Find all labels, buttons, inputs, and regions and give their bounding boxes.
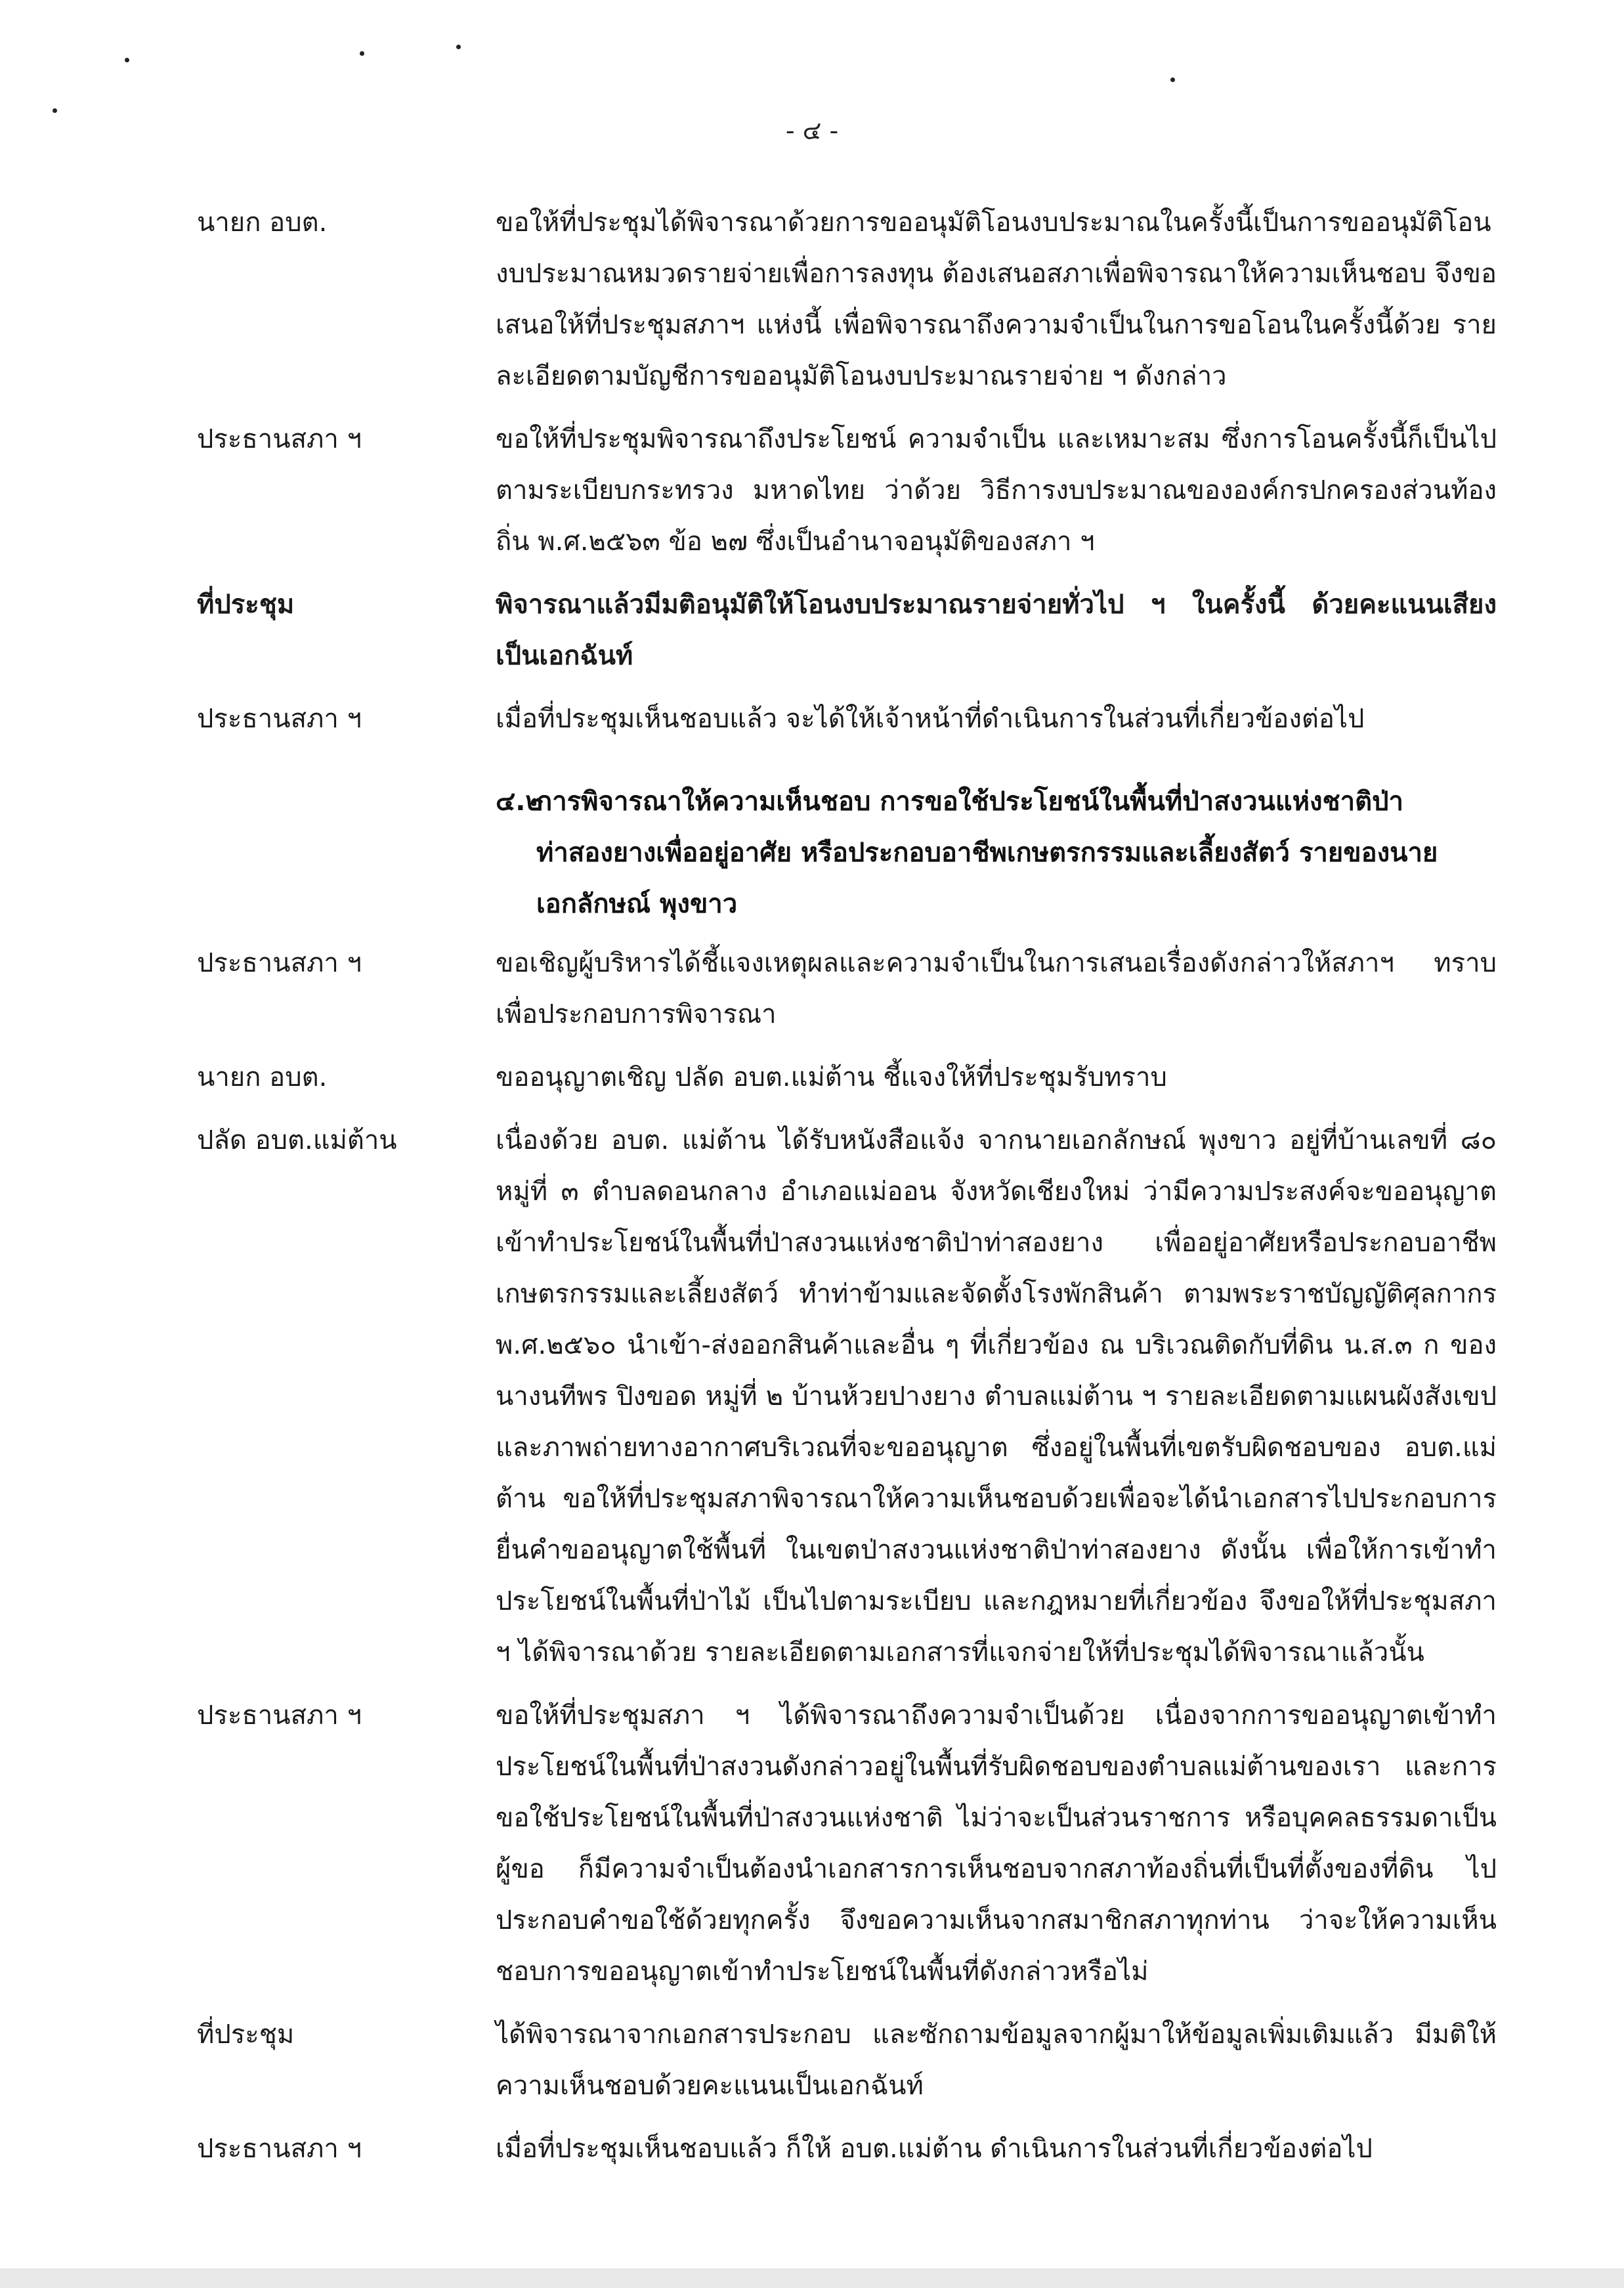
scan-speck <box>360 51 364 56</box>
minutes-entry <box>197 414 1497 567</box>
scan-edge-band <box>0 2268 1624 2288</box>
minutes-entry <box>197 2123 1497 2174</box>
page-number: - ๔ - <box>785 116 839 145</box>
agenda-number: ๔.๒ <box>496 787 543 817</box>
resolution-text: พิจารณาแล้วมีมติอนุมัติให้โอนงบประมาณรายจ่ายทั่วไป ฯ ในครั้งนี้ ด้วยคะแนนเสียง เป็นเอกฉันท์ <box>496 590 1497 671</box>
minutes-entry <box>197 693 1497 745</box>
speech-text: ขออนุญาตเชิญ ปลัด อบต.แม่ต้าน ชี้แจงให้ที่ประชุมรับทราบ <box>496 1062 1167 1092</box>
speaker-label: ที่ประชุม <box>197 590 295 620</box>
speaker-label: นายก อบต. <box>197 207 328 238</box>
speech-text: ขอให้ที่ประชุมได้พิจารณาด้วยการขออนุมัติโอนงบประมาณในครั้งนี้เป็นการขออนุมัติโอนงบประมาณหมวดรายจ่ายเพื่อการลงทุน ต้องเสนอสภาเพื่อพิจารณาให้ความเห็นชอบ จึงขอเสนอให้ที่ประชุมสภาฯ แห่งนี้ เพื่อพิจารณาถึงความจำเป็นในการขอโอนในครั้งนี้ด้วย รายละเอียดตามบัญชีการขออนุมัติโอนงบประมาณรายจ่าย ฯ ดังกล่าว <box>496 207 1497 391</box>
speaker-label: ประธานสภา ฯ <box>197 2134 362 2164</box>
speech-text: เนื่องด้วย อบต. แม่ต้าน ได้รับหนังสือแจ้ง จากนายเอกลักษณ์ พุงขาว อยู่ที่บ้านเลขที่ ๘๐ หมู่ที่ ๓ ตำบลดอนกลาง อำเภอแม่ออน จังหวัดเชียงใหม่ ว่ามีความประสงค์จะขออนุญาตเข้าทำประโยชน์ในพื้นที่ป่าสงวนแห่งชาติป่าท่าสองยาง เพื่ออยู่อาศัยหรือประกอบอาชีพเกษตรกรรมและเลี้ยงสัตว์ ทำท่าข้ามและจัดตั้งโรงพักสินค้า ตามพระราชบัญญัติศุลกากร พ.ศ.๒๕๖๐ นำเข้า-ส่งออกสินค้าและอื่น ๆ ที่เกี่ยวข้อง ณ บริเวณติดกับที่ดิน น.ส.๓ ก ของนางนทีพร ปิงขอด หมู่ที่ ๒ บ้านห้วยปางยาง ตำบลแม่ต้าน ฯ รายละเอียดตามแผนผังสังเขป และภาพถ่ายทางอากาศบริเวณที่จะขออนุญาต ซึ่งอยู่ในพื้นที่เขตรับผิดชอบของ อบต.แม่ต้าน ขอให้ที่ประชุมสภาพิจารณาให้ความเห็นชอบด้วยเพื่อจะได้นำเอกสารไปประกอบการยื่นคำขออนุญาตใช้พื้นที่ ในเขตป่าสงวนแห่งชาติป่าท่าสองยาง ดังนั้น เพื่อให้การเข้าทำประโยชน์ในพื้นที่ป่าไม้ เป็นไปตามระเบียบ และกฎหมายที่เกี่ยวข้อง จึงขอให้ที่ประชุมสภา ฯ ได้พิจารณาด้วย รายละเอียดตามเอกสารที่แจกจ่ายให้ที่ประชุมได้พิจารณาแล้วนั้น <box>496 1125 1497 1668</box>
speaker-label: ที่ประชุม <box>197 2019 295 2050</box>
scan-speck <box>1170 77 1175 82</box>
speech-text: ขอให้ที่ประชุมพิจารณาถึงประโยชน์ ความจำเป็น และเหมาะสม ซึ่งการโอนครั้งนี้ก็เป็นไปตามระเบียบกระทรวง มหาดไทย ว่าด้วย วิธีการงบประมาณขององค์กรปกครองส่วนท้องถิ่น พ.ศ.๒๕๖๓ ข้อ ๒๗ ซึ่งเป็นอำนาจอนุมัติของสภา ฯ <box>496 424 1497 557</box>
minutes-entry <box>197 1052 1497 1103</box>
minutes-entry <box>197 938 1497 1040</box>
scan-speck <box>456 45 461 49</box>
scan-speck <box>125 58 129 62</box>
minutes-entry <box>197 197 1497 402</box>
speech-text: ขอให้ที่ประชุมสภา ฯ ได้พิจารณาถึงความจำเป็นด้วย เนื่องจากการขออนุญาตเข้าทำประโยชน์ในพื้นที่ป่าสงวนดังกล่าวอยู่ในพื้นที่รับผิดชอบของตำบลแม่ต้านของเรา และการขอใช้ประโยชน์ในพื้นที่ป่าสงวนแห่งชาติ ไม่ว่าจะเป็นส่วนราชการ หรือบุคคลธรรมดาเป็นผู้ขอ ก็มีความจำเป็นต้องนำเอกสารการเห็นชอบจากสภาท้องถิ่นที่เป็นที่ตั้งของที่ดิน ไปประกอบคำขอใช้ด้วยทุกครั้ง จึงขอความเห็นจากสมาชิกสภาทุกท่าน ว่าจะให้ความเห็นชอบการขออนุญาตเข้าทำประโยชน์ในพื้นที่ดังกล่าวหรือไม่ <box>496 1700 1497 1987</box>
speech-text: ขอเชิญผู้บริหารได้ชี้แจงเหตุผลและความจำเป็นในการเสนอเรื่องดังกล่าวให้สภาฯ ทราบเพื่อประกอบการพิจารณา <box>496 948 1497 1029</box>
agenda-heading <box>496 776 1497 930</box>
speaker-label: ปลัด อบต.แม่ต้าน <box>197 1125 397 1155</box>
minutes-entry <box>197 1690 1497 1997</box>
resolution-text: ได้พิจารณาจากเอกสารประกอบ และซักถามข้อมูลจากผู้มาให้ข้อมูลเพิ่มเติมแล้ว มีมติให้ความเห็นชอบด้วยคะแนนเป็นเอกฉันท์ <box>496 2019 1497 2101</box>
minutes-entry <box>197 2009 1497 2111</box>
speaker-label: ประธานสภา ฯ <box>197 1700 362 1731</box>
speaker-label: ประธานสภา ฯ <box>197 948 362 978</box>
speaker-label: นายก อบต. <box>197 1062 328 1092</box>
minutes-content <box>197 197 1497 2186</box>
speech-text: เมื่อที่ประชุมเห็นชอบแล้ว จะได้ให้เจ้าหน้าที่ดำเนินการในส่วนที่เกี่ยวข้องต่อไป <box>496 704 1365 734</box>
speech-text: เมื่อที่ประชุมเห็นชอบแล้ว ก็ให้ อบต.แม่ต้าน ดำเนินการในส่วนที่เกี่ยวข้องต่อไป <box>496 2134 1373 2164</box>
agenda-title: การพิจารณาให้ความเห็นชอบ การขอใช้ประโยชน์ในพื้นที่ป่าสงวนแห่งชาติป่าท่าสองยางเพื่ออยู่อาศัย หรือประกอบอาชีพเกษตรกรรมและเลี้ยงสัตว์ รายของนายเอกลักษณ์ พุงขาว <box>536 787 1438 919</box>
speaker-label: ประธานสภา ฯ <box>197 704 362 734</box>
minutes-entry-resolution <box>197 579 1497 681</box>
minutes-entry <box>197 1115 1497 1678</box>
speaker-label: ประธานสภา ฯ <box>197 424 362 454</box>
